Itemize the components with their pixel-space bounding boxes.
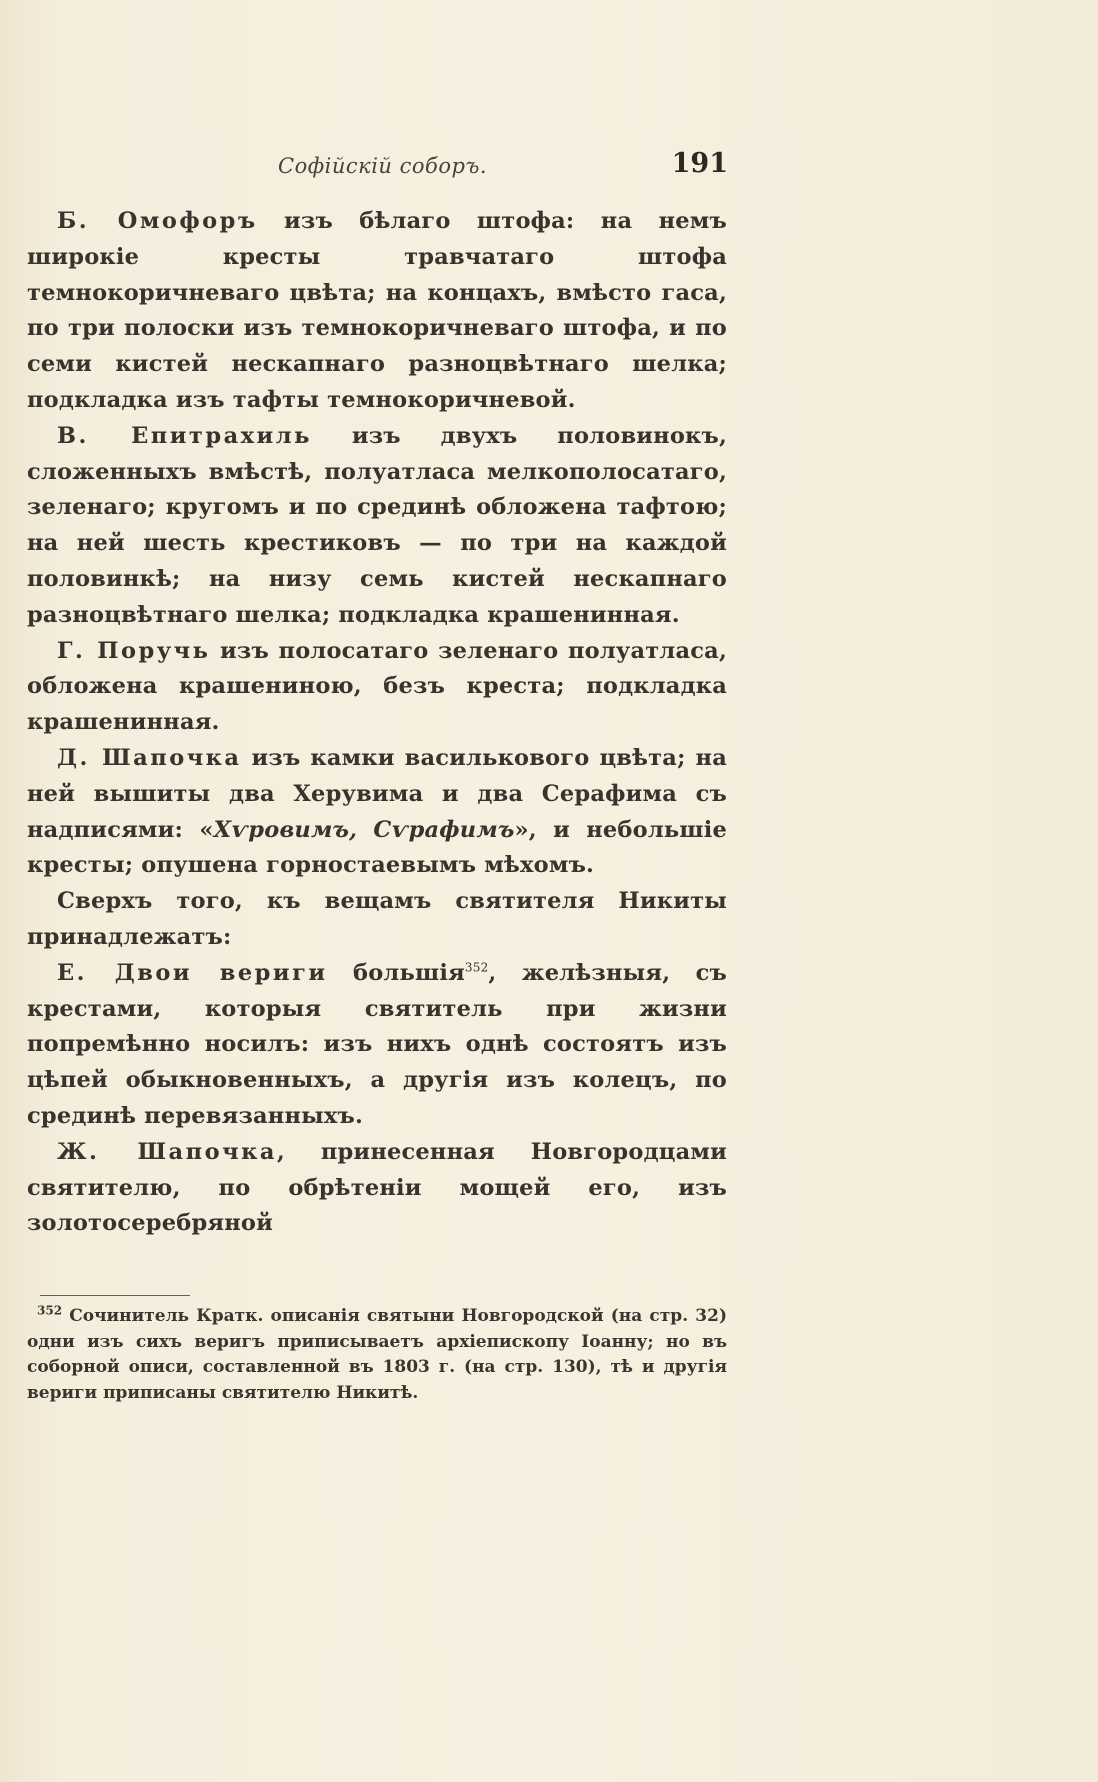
paragraph-text: изъ двухъ половинокъ, сложенныхъ вмѣстѣ, полуатласа мелкополосатаго, зеленаго; кругомъ и по срединѣ обложена тафтою; на ней шесть крестиковъ — по три на каждой половинкѣ; на низу семь кистей нескапнаго разноцвѣтнаго шелка; подкладка крашенинная. (27, 422, 727, 628)
item-label: Е. Двои вериги (57, 959, 328, 986)
paragraph-cap (27, 741, 727, 884)
paragraph-epimanikion (27, 634, 727, 741)
paragraph-omophorion (27, 204, 727, 419)
main-text (27, 204, 727, 1242)
paragraph-text: », и небольшіе кресты; опушена горностаевымъ мѣхомъ. (27, 816, 728, 879)
page-number: 191 (671, 148, 728, 179)
footnote (27, 1304, 727, 1406)
item-label: Б. Омофоръ (57, 208, 258, 234)
item-label: В. Епитрахиль (57, 422, 312, 449)
paragraph-text: Сверхъ того, къ вещамъ святителя Никиты принадлежатъ: (27, 888, 727, 950)
paragraph-chains (27, 956, 727, 1135)
footnote-marker: 352 (37, 1303, 63, 1318)
running-head (28, 148, 728, 188)
footnote-reference[interactable]: 352 (464, 960, 489, 975)
footnote-text: Сочинитель Кратк. описанія святыни Новгородской (на стр. 32) одни изъ сихъ веригъ приписываетъ архіепископу Іоанну; но въ соборной описи, составленной въ 1803 г. (на стр. 130), тѣ и другія вериги приписаны святителю Никитѣ. (27, 1306, 727, 1403)
item-label: Г. Поручь (57, 637, 211, 664)
paragraph-text: изъ камки василькового цвѣта; на ней вышиты два Херувима и два Серафима съ надписями: « (27, 744, 728, 843)
item-label: Д. Шапочка (57, 744, 242, 771)
paragraph-text: , принесенная Новгородцами святителю, по обрѣтеніи мощей его, изъ золотосеребряной (27, 1138, 727, 1237)
paragraph-intro (27, 884, 727, 956)
footnotes (27, 1304, 727, 1406)
running-title: Софійскій соборъ. (278, 154, 488, 178)
footnote-divider (40, 1295, 190, 1296)
paragraph-text: изъ бѣлаго штофа: на немъ широкіе кресты травчатаго штофа темнокоричневаго цвѣта; на концахъ, вмѣсто гаса, по три полоски изъ темнокоричневаго штофа, и по семи кистей нескапнаго разноцвѣтнаго шелка; подкладка изъ тафты темнокоричневой. (27, 208, 727, 413)
inscription-text: Хѵровимъ, Сѵрафимъ (213, 816, 515, 843)
paragraph-text: изъ полосатаго зеленаго полуатласа, обложена крашениною, безъ креста; подкладка крашенинная. (27, 637, 727, 736)
item-label: Ж. Шапочка (57, 1138, 277, 1165)
paragraph-text: , желѣзныя, съ крестами, которыя святитель при жизни попремѣнно носилъ: изъ нихъ однѣ состоятъ изъ цѣпей обыкновенныхъ, а другія изъ колецъ, по срединѣ перевязанныхъ. (27, 959, 727, 1129)
paragraph-text: большія (327, 959, 465, 986)
paragraph-epitrachelion (27, 419, 727, 634)
paragraph-cap-gift (27, 1135, 727, 1242)
